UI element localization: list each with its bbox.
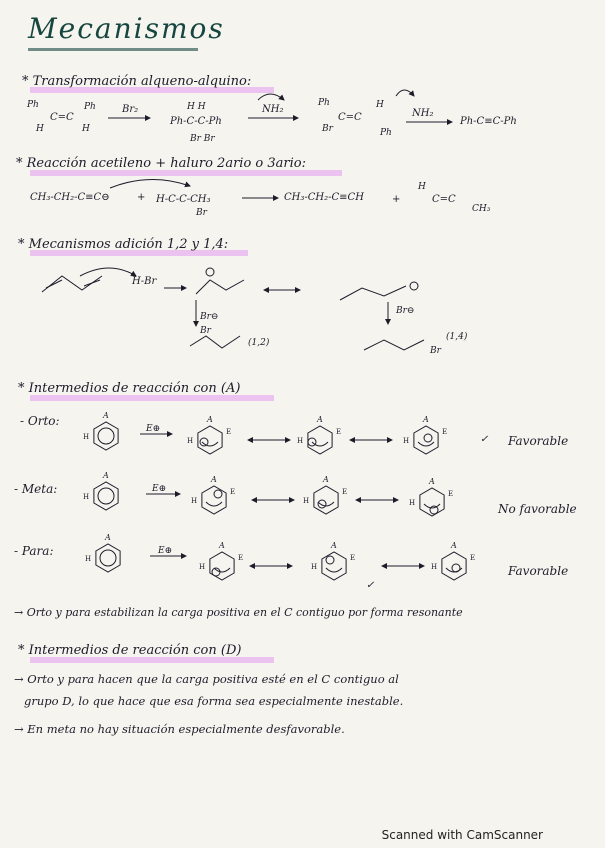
s1-ph4: Ph: [380, 128, 392, 138]
s3-hbr: H-Br: [132, 276, 157, 287]
hydrogen: H: [191, 497, 198, 505]
s5-line3: → En meta no hay situación especialmente desfavorable.: [14, 722, 345, 736]
benzene-ring: [442, 552, 466, 580]
s1-ph3: Ph: [318, 98, 330, 108]
substituent-a: A: [211, 475, 217, 484]
substituent-a: A: [105, 533, 111, 542]
s2-br: Br: [196, 208, 207, 218]
s1-br3: Br: [322, 124, 333, 134]
electrophile-e: E: [470, 554, 476, 562]
benzene-ring: [210, 552, 234, 580]
label-para: - Para:: [14, 544, 54, 558]
substituent-a: A: [317, 415, 323, 424]
heading-alkene-alkyne: * Transformación alqueno-alquino:: [22, 74, 252, 89]
substituent-a: A: [103, 471, 109, 480]
electrophile-e: E: [350, 554, 356, 562]
substituent-a: A: [207, 415, 213, 424]
s1-vinyl: C=C: [338, 112, 362, 123]
s3-label-14: (1,4): [446, 332, 468, 342]
s2-plus: +: [137, 192, 146, 203]
curly-arrow-s1-2: [396, 90, 414, 96]
hydrogen: H: [187, 437, 194, 445]
curly-arrow-s3: [80, 268, 136, 276]
curly-arrow-s1: [258, 94, 284, 100]
e-meta: E⊕: [152, 484, 167, 494]
s1-reagent-nh2: NH₂: [262, 104, 284, 115]
electrophile-e: E: [230, 488, 236, 496]
substituent-a: A: [331, 541, 337, 550]
electrophile-e: E: [448, 490, 454, 498]
s3-br: Br: [200, 326, 211, 336]
heading-addition: * Mecanismos adición 1,2 y 1,4:: [18, 237, 229, 252]
s2-acetylide: CH₃-CH₂-C≡C⊖: [30, 192, 110, 203]
s1-hh: H H: [187, 102, 206, 112]
benzene-ring: [308, 426, 332, 454]
label-orto: - Orto:: [20, 414, 60, 428]
hydrogen: H: [409, 499, 416, 507]
hydrogen: H: [83, 493, 90, 501]
substituent-a: A: [219, 541, 225, 550]
s1-alkene: C=C: [50, 112, 74, 123]
electrophile-e: E: [336, 428, 342, 436]
no-favorable-meta: No favorable: [498, 502, 577, 516]
hydrogen: H: [199, 563, 206, 571]
e-orto: E⊕: [146, 424, 161, 434]
electrophile-e: E: [442, 428, 448, 436]
note-orto-para: → Orto y para estabilizan la carga positiva en el C contiguo por forma resonante: [14, 606, 463, 619]
favorable-orto: Favorable: [508, 434, 569, 448]
s1-product: Ph-C≡C-Ph: [460, 116, 517, 127]
substituent-a: A: [103, 411, 109, 420]
substituent-a: A: [323, 475, 329, 484]
check-orto: ✓: [480, 434, 489, 445]
allyl-cation-2: [340, 286, 406, 300]
electrophile-e: E: [342, 488, 348, 496]
page-title: Mecanismos: [28, 12, 225, 45]
s3-label-12: (1,2): [248, 338, 270, 348]
benzene-ring: [314, 486, 338, 514]
curly-arrow-s2: [110, 179, 190, 188]
diene: [42, 276, 102, 292]
s1-h-left: H: [36, 124, 44, 134]
hydrogen: H: [431, 563, 438, 571]
s1-reagent-nh2-2: NH₂: [412, 108, 434, 119]
s2-product2: C=C: [432, 194, 456, 205]
s3-br-2: Br: [430, 346, 441, 356]
hydrogen: H: [303, 497, 310, 505]
check-para: ✓: [366, 580, 375, 591]
heading-acetylene: * Reacción acetileno + haluro 2ario o 3ario:: [16, 156, 306, 171]
label-meta: - Meta:: [14, 482, 58, 496]
s1-reagent-br2: Br₂: [122, 104, 139, 115]
s1-ph-right: Ph: [84, 102, 96, 112]
product-14: [364, 340, 424, 350]
electrophile-e: E: [226, 428, 232, 436]
s3-br-minus: Br⊖: [200, 312, 219, 322]
hydrogen: H: [403, 437, 410, 445]
s2-plus2: +: [392, 194, 401, 205]
hydrogen: H: [85, 555, 92, 563]
benzene-ring: [414, 426, 438, 454]
hydrogen: H: [311, 563, 318, 571]
substituent-a: A: [423, 415, 429, 424]
s2-product1: CH₃-CH₂-C≡CH: [284, 192, 364, 203]
s2-halide: H-C-C-CH₃: [156, 194, 211, 205]
scanner-watermark: Scanned with CamScanner: [381, 828, 543, 842]
s1-h3: H: [376, 100, 384, 110]
electrophile-e: E: [238, 554, 244, 562]
s1-ph-left: Ph: [27, 100, 39, 110]
s1-h-right: H: [82, 124, 90, 134]
substituent-a: A: [429, 477, 435, 486]
heading-intermediates-d: * Intermedios de reacción con (D): [18, 643, 242, 658]
s5-line1: → Orto y para hacen que la carga positiva esté en el C contiguo al: [14, 672, 399, 686]
allyl-cation-1: [196, 280, 244, 294]
hydrogen: H: [297, 437, 304, 445]
heading-intermediates-a: * Intermedios de reacción con (A): [18, 381, 241, 396]
s3-br-minus-2: Br⊖: [396, 306, 415, 316]
favorable-para: Favorable: [508, 564, 569, 578]
hydrogen: H: [83, 433, 90, 441]
e-para: E⊕: [158, 546, 173, 556]
product-12: [190, 336, 240, 348]
substituent-a: A: [451, 541, 457, 550]
s5-line2: grupo D, lo que hace que esa forma sea especialmente inestable.: [24, 694, 404, 708]
s2-p2-h: H: [418, 182, 426, 192]
s2-p2-me: CH₃: [472, 204, 491, 214]
s1-brbr: Br Br: [190, 134, 215, 144]
benzene-ring: [202, 486, 226, 514]
benzene-ring: [420, 488, 444, 516]
benzene-ring: [198, 426, 222, 454]
s1-dibromide: Ph-C-C-Ph: [170, 116, 222, 127]
benzene-ring: [322, 552, 346, 580]
